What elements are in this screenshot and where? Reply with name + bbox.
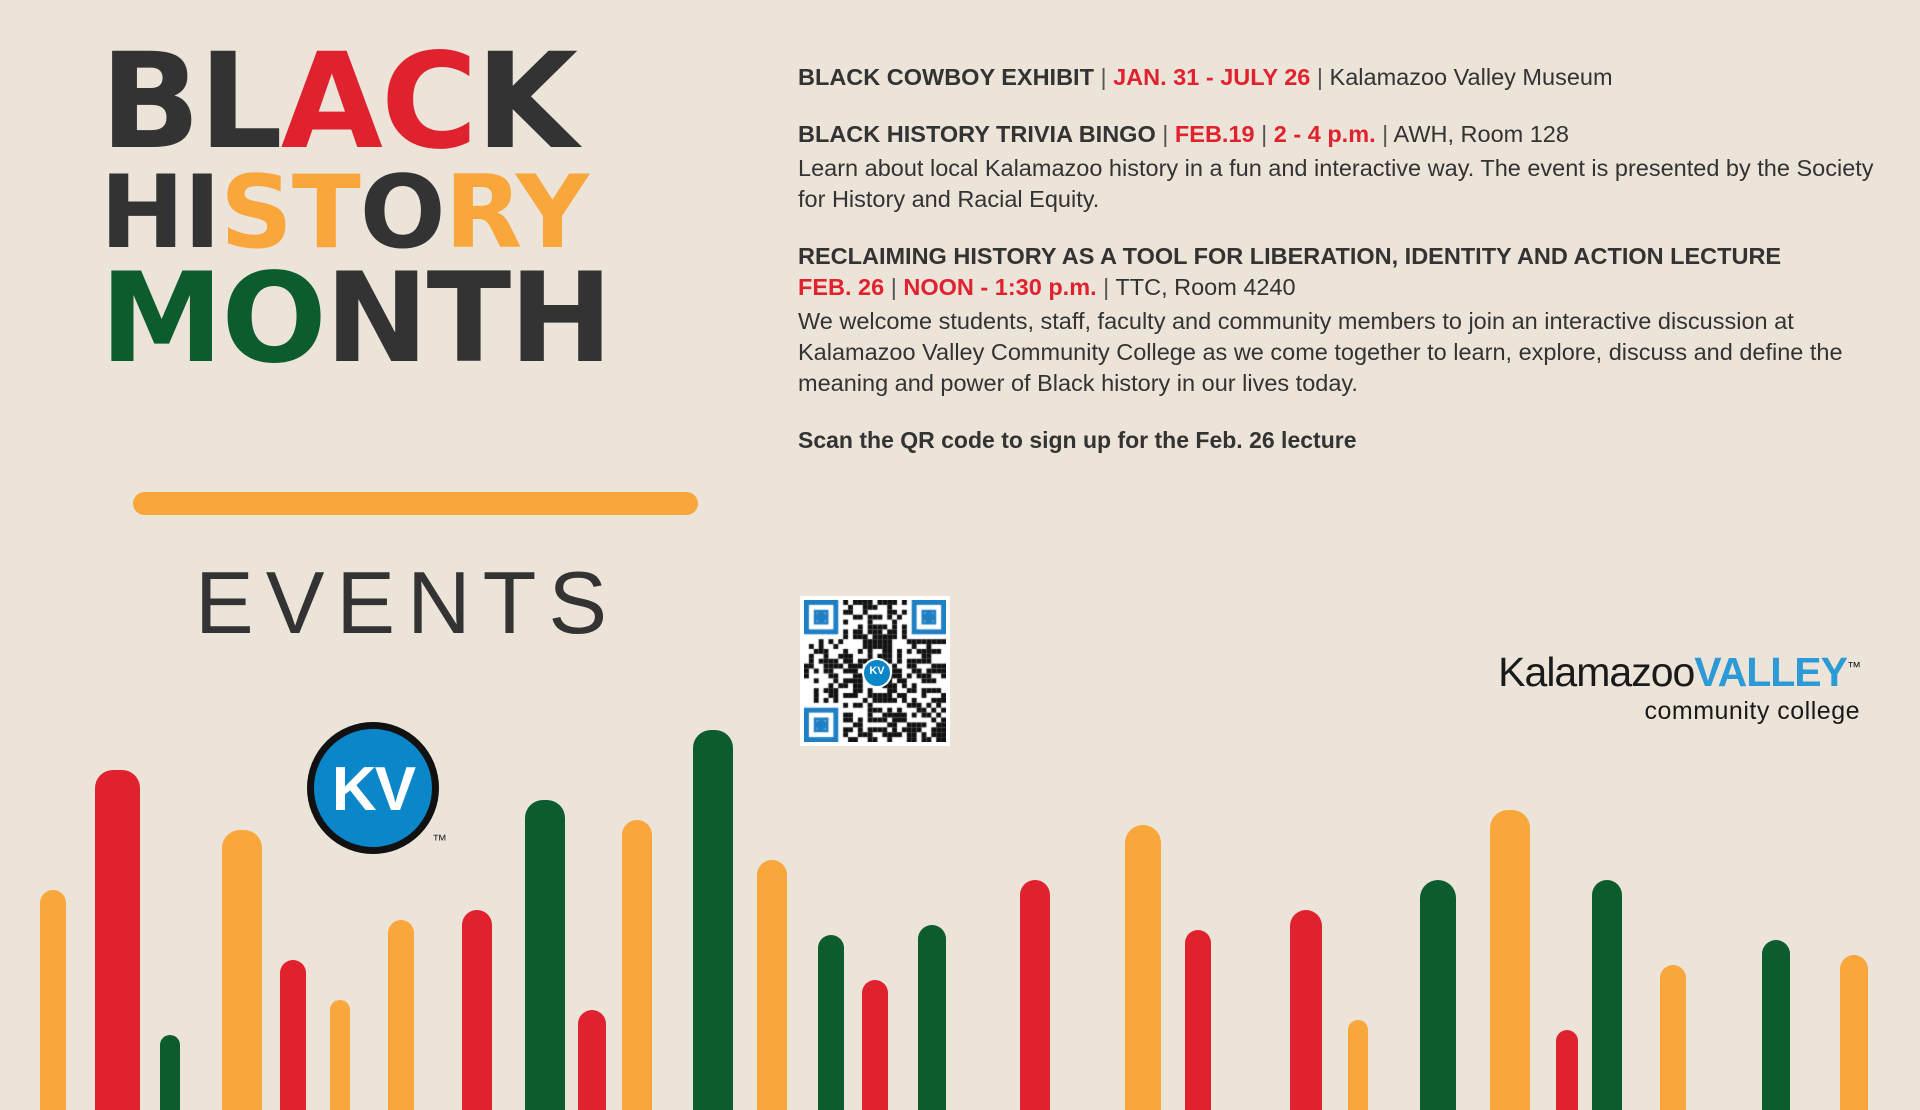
event-item [798, 62, 1888, 93]
decorative-bar [1592, 880, 1622, 1110]
decorative-bar [1125, 825, 1161, 1110]
event-title: BLACK HISTORY TRIVIA BINGO [798, 121, 1156, 148]
decorative-bar [693, 730, 733, 1110]
kalamazoo-valley-logo [1440, 649, 1860, 726]
decorative-bar [1762, 940, 1790, 1110]
decorative-bar [1660, 965, 1686, 1110]
separator: | [1316, 64, 1323, 90]
title-line-month: MONTH [100, 247, 611, 392]
decorative-bar [280, 960, 306, 1110]
decorative-bar [818, 935, 844, 1110]
black-history-month-title [100, 25, 740, 392]
event-heading [798, 119, 1888, 150]
logo-trademark: ™ [1847, 658, 1860, 675]
event-description: Learn about local Kalamazoo history in a fun and interactive way. The event is presented by the Society for History and Racial Equity. [798, 155, 1874, 213]
title-line-black: BLACK [100, 25, 577, 179]
event-time: NOON - 1:30 p.m. [903, 274, 1097, 301]
decorative-bar [1290, 910, 1322, 1110]
logo-word-two: VALLEY [1694, 649, 1847, 695]
event-title: BLACK COWBOY EXHIBIT [798, 64, 1094, 90]
decorative-bar [40, 890, 66, 1110]
qr-center-logo: KV [862, 658, 892, 688]
logo-word-one: Kalamazoo [1498, 649, 1695, 695]
kv-badge-label: KV [331, 755, 415, 824]
decorative-bar [918, 925, 946, 1110]
separator: | [1162, 121, 1169, 148]
title-underline-rule [133, 492, 698, 515]
title-line-history: HISTORY [100, 153, 589, 272]
decorative-bar [578, 1010, 606, 1110]
event-time: 2 - 4 p.m. [1273, 121, 1376, 148]
decorative-bar [388, 920, 414, 1110]
decorative-bar [462, 910, 492, 1110]
separator: | [1261, 121, 1268, 148]
event-item [798, 119, 1888, 215]
event-location: AWH, Room 128 [1393, 121, 1569, 148]
decorative-bar [525, 800, 565, 1110]
decorative-bar [95, 770, 140, 1110]
logo-tagline: community college [1644, 697, 1860, 725]
separator: | [1100, 64, 1107, 90]
separator: | [890, 274, 897, 301]
decorative-bar [1020, 880, 1050, 1110]
event-date: FEB.19 [1174, 121, 1255, 148]
qr-caption: Scan the QR code to sign up for the Feb. 26 lecture [798, 427, 1357, 454]
separator: | [1103, 274, 1110, 301]
qr-code[interactable] [800, 596, 950, 746]
decorative-bar [1420, 880, 1456, 1110]
decorative-bar [862, 980, 888, 1110]
event-title: RECLAIMING HISTORY AS A TOOL FOR LIBERATION, IDENTITY AND ACTION LECTURE [798, 243, 1782, 270]
event-heading [798, 241, 1888, 303]
decorative-bar [1556, 1030, 1578, 1110]
event-item [798, 241, 1888, 399]
event-location: TTC, Room 4240 [1115, 274, 1296, 301]
event-description: We welcome students, staff, faculty and community members to join an interactive discussion at Kalamazoo Valley Community College as we come together to learn, explore, discuss and define the meaning and power of Black history in our lives today. [798, 308, 1843, 397]
event-location: Kalamazoo Valley Museum [1329, 64, 1613, 90]
logo-wordmark [1440, 649, 1860, 695]
kv-badge-trademark: ™ [432, 832, 447, 849]
decorative-bar [160, 1035, 180, 1110]
decorative-bar [1490, 810, 1530, 1110]
decorative-bar [622, 820, 652, 1110]
decorative-bar [1840, 955, 1868, 1110]
decorative-bar [330, 1000, 350, 1110]
events-subtitle: EVENTS [195, 553, 620, 652]
separator: | [1382, 121, 1389, 148]
decorative-bar [222, 830, 262, 1110]
event-date: JAN. 31 - JULY 26 [1113, 64, 1311, 90]
event-date: FEB. 26 [798, 274, 885, 301]
decorative-bar [1348, 1020, 1368, 1110]
event-heading [798, 62, 1888, 93]
decorative-bar [1185, 930, 1211, 1110]
events-listing [798, 62, 1888, 454]
decorative-bar [757, 860, 787, 1110]
